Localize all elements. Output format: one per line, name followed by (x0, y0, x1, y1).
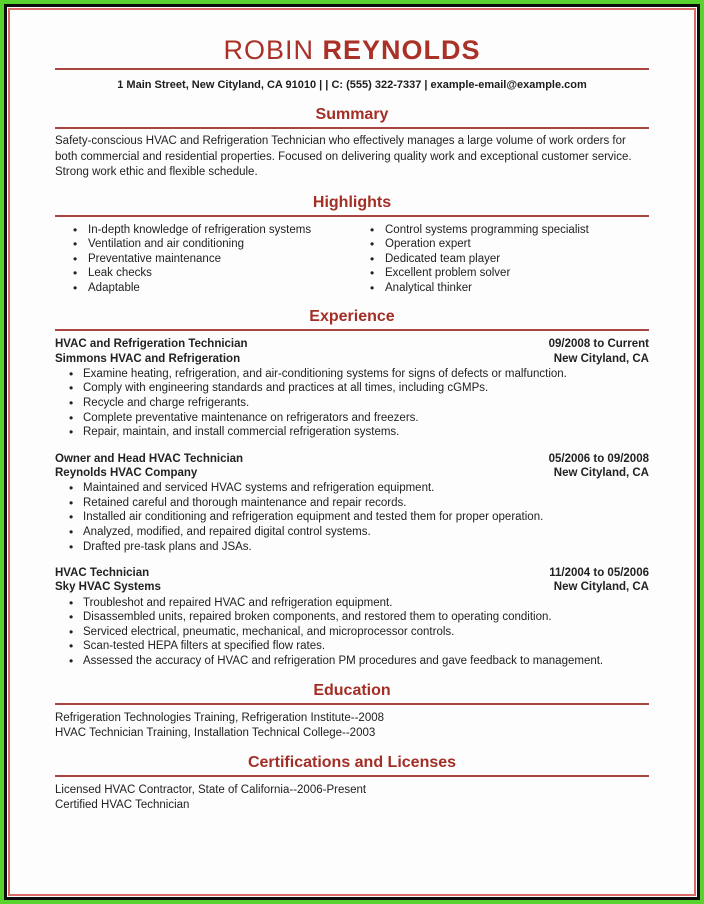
highlight-item: • Excellent problem solver (352, 266, 649, 281)
job-bullet: • Scan-tested HEPA filters at specified flow rates. (55, 639, 649, 654)
job-company: Sky HVAC Systems (55, 581, 161, 594)
highlight-item: • In-depth knowledge of refrigeration systems (55, 223, 352, 238)
job-company: Simmons HVAC and Refrigeration (55, 352, 241, 365)
inner-red-frame (8, 8, 696, 896)
section-title-experience: Experience (55, 308, 649, 331)
job-title: HVAC Technician (55, 567, 150, 580)
certification-item: Certified HVAC Technician (55, 798, 190, 811)
highlight-item: • Adaptable (55, 281, 352, 296)
job-title-row (55, 337, 649, 351)
job-company-row (55, 466, 649, 480)
highlight-item: • Analytical thinker (352, 281, 649, 296)
highlight-item: • Preventative maintenance (55, 252, 352, 267)
job-company: Reynolds HVAC Company (55, 467, 198, 480)
job-bullet-list (55, 596, 649, 669)
job-title-row (55, 566, 649, 580)
white-frame (7, 7, 697, 897)
section-title-summary: Summary (55, 106, 649, 129)
highlights-right-column (352, 223, 649, 296)
highlights-columns (55, 223, 649, 296)
job-entry (55, 452, 649, 554)
job-bullet: • Comply with engineering standards and practices at all times, including cGMPs. (55, 381, 649, 396)
job-bullet: • Disassembled units, repaired broken components, and restored them to operating condition. (55, 610, 649, 625)
highlight-item: • Operation expert (352, 237, 649, 252)
job-bullet: • Examine heating, refrigeration, and air-conditioning systems for signs of defects or malfunction. (55, 367, 649, 382)
section-title-education: Education (55, 682, 649, 705)
job-dates: 05/2006 to 09/2008 (548, 452, 649, 465)
job-location: New Cityland, CA (553, 467, 649, 480)
resume-page (10, 10, 694, 894)
job-title-row (55, 452, 649, 466)
job-title: HVAC and Refrigeration Technician (55, 338, 248, 351)
certification-item: Licensed HVAC Contractor, State of California--2006-Present (55, 783, 367, 796)
name-last: REYNOLDS (322, 35, 481, 65)
job-company-row (55, 352, 649, 366)
job-bullet-list (55, 481, 649, 554)
section-title-certifications: Certifications and Licenses (55, 754, 649, 777)
job-dates: 09/2008 to Current (548, 338, 649, 351)
job-bullet: • Assessed the accuracy of HVAC and refrigeration PM procedures and gave feedback to management. (55, 654, 649, 669)
job-bullet: • Troubleshot and repaired HVAC and refrigeration equipment. (55, 596, 649, 611)
page-title (55, 35, 649, 65)
job-entry (55, 337, 649, 439)
job-bullet: • Drafted pre-task plans and JSAs. (55, 540, 649, 555)
job-bullet: • Complete preventative maintenance on refrigerators and freezers. (55, 411, 649, 426)
job-bullet: • Maintained and serviced HVAC systems and refrigeration equipment. (55, 481, 649, 496)
job-title: Owner and Head HVAC Technician (55, 452, 244, 465)
certifications-list (55, 783, 649, 813)
job-location: New Cityland, CA (553, 581, 649, 594)
job-bullet: • Serviced electrical, pneumatic, mechanical, and microprocessor controls. (55, 625, 649, 640)
education-item: Refrigeration Technologies Training, Refrigeration Institute--2008 (55, 711, 385, 724)
black-frame (4, 4, 700, 900)
job-dates: 11/2004 to 05/2006 (549, 567, 649, 580)
education-item: HVAC Technician Training, Installation Technical College--2003 (55, 726, 376, 739)
section-title-highlights: Highlights (55, 194, 649, 217)
job-location: New Cityland, CA (553, 352, 649, 365)
job-bullet: • Retained careful and thorough maintenance and repair records. (55, 496, 649, 511)
highlight-item: • Control systems programming specialist (352, 223, 649, 238)
education-list (55, 711, 649, 741)
highlights-left-column (55, 223, 352, 296)
contact-line: 1 Main Street, New Cityland, CA 91010 | | C: (555) 322-7337 | example-email@example.com (117, 79, 587, 91)
highlight-item: • Ventilation and air conditioning (55, 237, 352, 252)
job-entry (55, 566, 649, 668)
name-first: ROBIN (223, 35, 314, 65)
job-bullet: • Repair, maintain, and install commercial refrigeration systems. (55, 425, 649, 440)
job-bullet: • Recycle and charge refrigerants. (55, 396, 649, 411)
highlight-item: • Dedicated team player (352, 252, 649, 267)
job-bullet: • Analyzed, modified, and repaired digital control systems. (55, 525, 649, 540)
job-bullet: • Installed air conditioning and refrigeration equipment and tested them for proper operation. (55, 510, 649, 525)
summary-text: Safety-conscious HVAC and Refrigeration Technician who effectively manages a large volume of work orders for both commercial and residential properties. Focused on delivering quality work and exceptional customer service. Strong work ethic and flexible schedule. (55, 135, 632, 178)
highlight-item: • Leak checks (55, 266, 352, 281)
job-bullet-list (55, 367, 649, 440)
name-underline (55, 68, 649, 70)
job-company-row (55, 580, 649, 594)
